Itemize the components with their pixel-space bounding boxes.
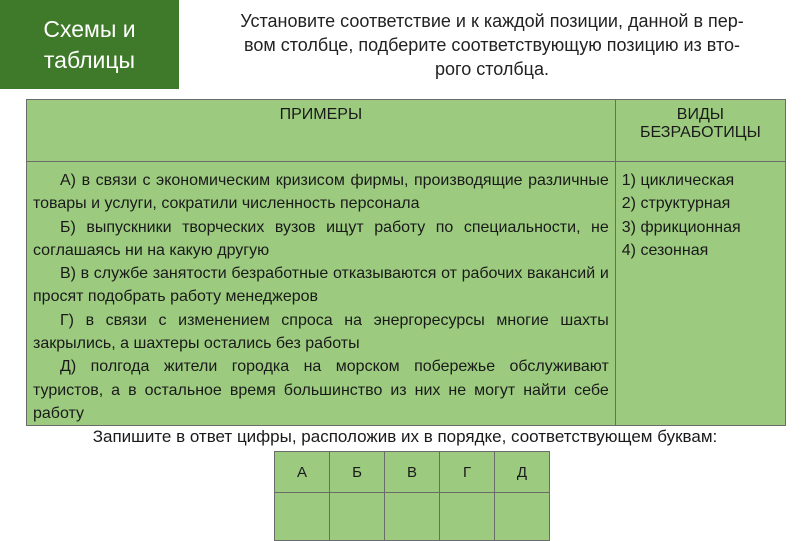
task-instruction (186, 9, 798, 81)
instruction-line3: рого столбца. (435, 59, 549, 79)
answer-letter: Д (495, 452, 550, 493)
examples-header-label: ПРИМЕРЫ (279, 106, 363, 123)
answer-letter: А (275, 452, 330, 493)
answer-table (274, 451, 550, 541)
examples-column-header (27, 100, 616, 162)
answer-cell-b[interactable] (330, 493, 385, 541)
type-item: 1) циклическая (621, 172, 735, 189)
matching-table-header-row (27, 100, 786, 162)
types-header-line2: БЕЗРАБОТИЦЫ (639, 124, 761, 141)
instruction-line2: вом столбце, подберите соответствующую позицию из вто- (243, 35, 740, 55)
answer-cell-d[interactable] (495, 493, 550, 541)
answer-letters-row (275, 452, 550, 493)
example-item: А) в связи с экономическим кризисом фирмы, производящие различные товары и услуги, сократили численность персонала (33, 172, 609, 213)
answer-prompt: Запишите в ответ цифры, расположив их в порядке, соответствующем буквам: (92, 427, 718, 446)
type-item: 3) фрикционная (621, 218, 741, 236)
answer-cell-a[interactable] (275, 493, 330, 541)
types-header-line1: ВИДЫ (676, 106, 724, 123)
answer-cell-v[interactable] (385, 493, 440, 541)
matching-table-body-row (27, 162, 786, 426)
example-item: Б) выпускники творческих вузов ищут работу по специальности, не соглашаясь ни на какую другую (33, 218, 609, 259)
section-title-line2: таблицы (43, 46, 136, 73)
answer-letter: Г (440, 452, 495, 493)
type-item: 2) структурная (621, 195, 731, 213)
section-title (0, 0, 179, 89)
section-title-line1: Схемы и (43, 15, 136, 42)
example-item: В) в службе занятости безработные отказываются от рабочих вакансий и просят подобрать работу менеджеров (33, 265, 609, 306)
example-item: Г) в связи с изменением спроса на энергоресурсы многие шахты закрылись, а шахтеры остались без работы (33, 311, 609, 353)
answer-cell-g[interactable] (440, 493, 495, 541)
matching-table (26, 99, 786, 426)
answer-letter: Б (330, 452, 385, 493)
types-column-header (615, 100, 785, 162)
answer-input-row (275, 493, 550, 541)
example-item: Д) полгода жители городка на морском побережье обслуживают туристов, а в остальное время большинство из них не могут найти себе работу (33, 358, 609, 422)
types-cell (615, 162, 785, 426)
answer-letter: В (385, 452, 440, 493)
instruction-line1: Установите соответствие и к каждой позиции, данной в пер- (240, 11, 744, 31)
type-item: 4) сезонная (621, 241, 709, 259)
examples-cell (27, 162, 616, 426)
